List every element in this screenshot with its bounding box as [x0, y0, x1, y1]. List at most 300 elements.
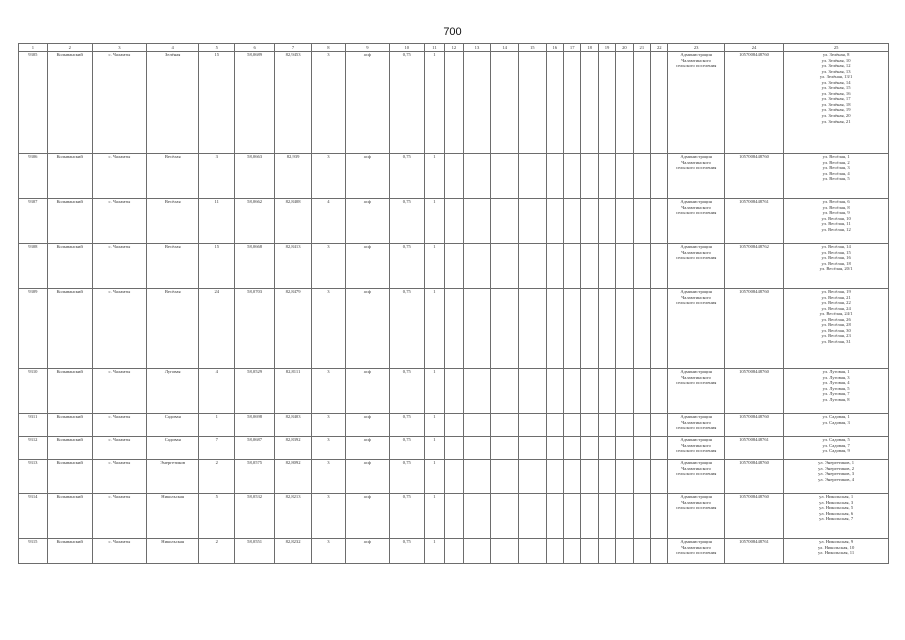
registration-code-cell: 1057008448760	[724, 494, 783, 539]
table-cell	[445, 244, 463, 289]
table-cell	[598, 369, 615, 414]
table-cell: 9305	[19, 52, 48, 154]
table-cell	[546, 494, 563, 539]
served-address: ул. Весёлая, 3	[822, 165, 850, 171]
table-cell: 58,0698	[235, 414, 275, 437]
table-cell	[463, 437, 491, 460]
table-cell: 9313	[19, 460, 48, 494]
table-cell	[564, 154, 581, 199]
owner-organization-cell	[668, 289, 724, 369]
table-cell	[546, 460, 563, 494]
table-cell: 1	[424, 289, 444, 369]
served-address: ул. Весёлая, 24	[821, 305, 851, 311]
table-cell: 3	[312, 539, 346, 564]
table-cell	[651, 414, 668, 437]
owner-organization-cell	[668, 437, 724, 460]
table-cell: 0,75	[389, 539, 424, 564]
table-cell	[598, 539, 615, 564]
table-cell	[491, 199, 519, 244]
table-cell: 0,75	[389, 244, 424, 289]
owner-organization-line: Чаламтинского	[681, 374, 711, 380]
table-cell	[445, 289, 463, 369]
table-cell	[518, 199, 546, 244]
registration-code-cell: 1057008448760	[724, 460, 783, 494]
table-cell	[616, 460, 633, 494]
table-cell: 0,75	[389, 52, 424, 154]
table-cell: 4	[199, 369, 235, 414]
served-addresses-cell	[784, 414, 889, 437]
table-cell: 3	[199, 154, 235, 199]
table-cell	[491, 494, 519, 539]
table-cell: 3	[312, 244, 346, 289]
table-cell	[491, 539, 519, 564]
served-address: ул. Никольская, 10	[817, 544, 855, 550]
table-cell: 4	[312, 199, 346, 244]
table-cell	[598, 154, 615, 199]
column-number: 3	[92, 44, 146, 52]
served-address: ул. Весёлая, 31	[821, 338, 851, 344]
served-addresses-cell	[784, 244, 889, 289]
table-cell	[445, 414, 463, 437]
served-address: ул. Зелёная, 19	[821, 107, 851, 113]
owner-organization-line: сельского поселения	[675, 255, 717, 261]
table-cell	[518, 154, 546, 199]
served-address: ул. Зелёная, 8	[822, 52, 850, 57]
table-cell	[463, 414, 491, 437]
table-cell: с. Чаламты	[92, 539, 146, 564]
table-cell: 58,0532	[235, 494, 275, 539]
served-address: ул. Зелёная, 16	[821, 90, 851, 96]
table-cell: 3	[312, 52, 346, 154]
table-cell: асф	[345, 460, 389, 494]
table-row	[19, 414, 889, 437]
table-cell: 1	[424, 414, 444, 437]
table-cell	[564, 494, 581, 539]
served-address: ул. Весёлая, 11	[821, 221, 851, 227]
table-cell: Луговая	[147, 369, 199, 414]
table-cell: 9314	[19, 494, 48, 539]
served-addresses-cell	[784, 539, 889, 564]
table-cell: 3	[312, 437, 346, 460]
column-number: 8	[312, 44, 346, 52]
table-cell: Колыванский	[47, 437, 92, 460]
served-address: ул. Весёлая, 14	[821, 244, 851, 249]
served-address: ул. Луговая, 5	[822, 385, 850, 391]
column-number: 24	[724, 44, 783, 52]
registration-code-cell: 1057008448761	[724, 437, 783, 460]
table-cell: 0,75	[389, 437, 424, 460]
registration-code-cell: 1057008448760	[724, 414, 783, 437]
table-cell: 0,75	[389, 369, 424, 414]
table-cell	[463, 52, 491, 154]
column-number: 18	[581, 44, 598, 52]
served-address: ул. Энергетиков, 2	[818, 465, 855, 471]
table-cell: 58,0662	[235, 199, 275, 244]
table-cell	[518, 52, 546, 154]
table-cell	[546, 244, 563, 289]
served-addresses-cell	[784, 369, 889, 414]
served-address: ул. Никольская, 9	[819, 539, 854, 544]
served-address: ул. Никольская, 11	[818, 550, 855, 556]
registration-code-cell: 1057008448760	[724, 154, 783, 199]
table-cell: 1	[424, 369, 444, 414]
column-number: 21	[633, 44, 650, 52]
table-cell: Никольская	[147, 494, 199, 539]
column-number: 25	[784, 44, 889, 52]
table-cell: 0,75	[389, 460, 424, 494]
table-cell: асф	[345, 414, 389, 437]
table-cell	[463, 494, 491, 539]
owner-organization-line: сельского поселения	[675, 380, 717, 386]
table-cell: 58,0687	[235, 437, 275, 460]
table-cell	[445, 52, 463, 154]
table-cell	[463, 154, 491, 199]
served-address: ул. Садовая, 9	[822, 448, 850, 454]
table-cell: 9309	[19, 289, 48, 369]
owner-organization-line: Чаламтинского	[681, 159, 711, 165]
table-cell	[546, 154, 563, 199]
owner-organization-cell	[668, 539, 724, 564]
owner-organization-cell	[668, 369, 724, 414]
registration-code-cell: 1057008448760	[724, 369, 783, 414]
table-row	[19, 369, 889, 414]
column-number: 7	[275, 44, 312, 52]
table-cell: Колыванский	[47, 369, 92, 414]
owner-organization-line: Администрация	[680, 199, 712, 204]
served-address: ул. Весёлая, 28	[821, 322, 851, 328]
served-addresses-cell	[784, 154, 889, 199]
column-number-row	[19, 44, 889, 52]
served-address: ул. Весёлая, 8	[822, 204, 850, 210]
table-cell	[491, 244, 519, 289]
table-cell	[445, 460, 463, 494]
table-row	[19, 539, 889, 564]
table-cell	[616, 199, 633, 244]
table-cell: Энергетиков	[147, 460, 199, 494]
table-cell: 9306	[19, 154, 48, 199]
table-cell	[581, 199, 598, 244]
table-cell	[564, 52, 581, 154]
registration-code-cell: 1057008448761	[724, 199, 783, 244]
table-cell: 9311	[19, 414, 48, 437]
served-address: ул. Весёлая, 20/1	[819, 266, 853, 272]
owner-organization-line: сельского поселения	[675, 471, 717, 477]
table-cell: 15	[199, 52, 235, 154]
owner-organization-cell	[668, 244, 724, 289]
table-cell	[581, 369, 598, 414]
served-address: ул. Луговая, 7	[822, 391, 850, 397]
table-cell	[651, 289, 668, 369]
registry-table	[18, 43, 889, 564]
registration-code-cell: 1057008448760	[724, 289, 783, 369]
table-cell: 1	[424, 437, 444, 460]
owner-organization-line: Администрация	[680, 539, 712, 544]
table-cell: 0,75	[389, 154, 424, 199]
owner-organization-line: Чаламтинского	[681, 419, 711, 425]
table-cell: 1	[424, 539, 444, 564]
served-address: ул. Никольская, 5	[819, 505, 854, 511]
table-cell	[581, 437, 598, 460]
table-cell	[518, 494, 546, 539]
table-cell	[564, 437, 581, 460]
table-cell	[598, 199, 615, 244]
served-addresses-cell	[784, 289, 889, 369]
table-cell	[598, 494, 615, 539]
table-cell: Колыванский	[47, 460, 92, 494]
served-address: ул. Весёлая, 19	[821, 289, 851, 294]
served-address: ул. Весёлая, 15	[821, 249, 851, 255]
table-cell: асф	[345, 369, 389, 414]
table-cell: 2	[199, 460, 235, 494]
table-cell: 1	[424, 244, 444, 289]
table-cell: 11	[199, 199, 235, 244]
table-cell	[581, 52, 598, 154]
table-cell	[518, 414, 546, 437]
table-cell: Садовая	[147, 437, 199, 460]
table-cell	[616, 437, 633, 460]
table-cell: 1	[424, 154, 444, 199]
owner-organization-line: сельского поселения	[675, 425, 717, 431]
served-address: ул. Зелёная, 17	[821, 96, 851, 102]
served-addresses-cell	[784, 437, 889, 460]
served-address: ул. Весёлая, 30	[821, 327, 851, 333]
column-number: 11	[424, 44, 444, 52]
table-cell	[463, 244, 491, 289]
table-cell	[463, 199, 491, 244]
registration-code-cell: 1057008448761	[724, 539, 783, 564]
table-cell: Колыванский	[47, 154, 92, 199]
table-cell	[463, 539, 491, 564]
table-cell	[546, 52, 563, 154]
table-cell: с. Чаламты	[92, 414, 146, 437]
table-cell: с. Чаламты	[92, 52, 146, 154]
table-cell	[598, 460, 615, 494]
table-cell	[518, 369, 546, 414]
served-address: ул. Весёлая, 22	[821, 300, 851, 306]
table-cell	[518, 437, 546, 460]
table-cell: 82,8413	[275, 244, 312, 289]
owner-organization-line: сельского поселения	[675, 505, 717, 511]
column-number: 12	[445, 44, 463, 52]
served-address: ул. Весёлая, 26	[821, 316, 851, 322]
table-cell: 3	[312, 289, 346, 369]
table-cell	[564, 369, 581, 414]
table-cell: 9308	[19, 244, 48, 289]
table-cell	[598, 244, 615, 289]
table-cell	[564, 414, 581, 437]
table-cell: 3	[312, 494, 346, 539]
served-address: ул. Зелёная, 12	[821, 63, 851, 69]
table-cell	[651, 244, 668, 289]
table-cell	[564, 460, 581, 494]
table-cell: 5	[199, 494, 235, 539]
table-cell	[581, 289, 598, 369]
table-cell: 3	[312, 414, 346, 437]
served-address: ул. Весёлая, 10	[821, 215, 851, 221]
table-cell: 0,75	[389, 494, 424, 539]
table-cell	[633, 52, 650, 154]
served-address: ул. Зелёная, 13/1	[819, 74, 853, 80]
table-cell	[491, 437, 519, 460]
table-cell: с. Чаламты	[92, 289, 146, 369]
table-cell: 58,0551	[235, 539, 275, 564]
table-cell	[616, 52, 633, 154]
table-cell	[564, 289, 581, 369]
table-cell: с. Чаламты	[92, 460, 146, 494]
table-cell: 9307	[19, 199, 48, 244]
table-cell	[616, 369, 633, 414]
registration-code-cell: 1057008448762	[724, 244, 783, 289]
table-row	[19, 494, 889, 539]
table-cell	[581, 539, 598, 564]
served-address: ул. Никольская, 1	[819, 494, 854, 499]
owner-organization-line: Чаламтинского	[681, 204, 711, 210]
served-address: ул. Зелёная, 14	[821, 79, 851, 85]
table-cell	[491, 414, 519, 437]
table-cell: Колыванский	[47, 244, 92, 289]
owner-organization-line: Администрация	[680, 154, 712, 159]
column-number: 2	[47, 44, 92, 52]
table-cell	[651, 437, 668, 460]
served-address: ул. Луговая, 8	[822, 396, 850, 402]
column-number: 15	[518, 44, 546, 52]
table-cell: Весёлая	[147, 244, 199, 289]
owner-organization-line: Администрация	[680, 369, 712, 374]
table-cell: с. Чаламты	[92, 244, 146, 289]
served-addresses-cell	[784, 199, 889, 244]
table-cell	[651, 52, 668, 154]
table-cell: с. Чаламты	[92, 494, 146, 539]
served-address: ул. Весёлая, 6	[822, 199, 850, 204]
owner-organization-line: Администрация	[680, 460, 712, 465]
table-cell: 82,8403	[275, 414, 312, 437]
owner-organization-cell	[668, 460, 724, 494]
table-cell: 82,8213	[275, 494, 312, 539]
owner-organization-line: сельского поселения	[675, 210, 717, 216]
owner-organization-line: Чаламтинского	[681, 294, 711, 300]
owner-organization-line: Администрация	[680, 494, 712, 499]
table-cell	[491, 460, 519, 494]
table-cell: 1	[424, 494, 444, 539]
table-cell	[633, 414, 650, 437]
table-cell	[633, 460, 650, 494]
table-cell	[633, 289, 650, 369]
served-address: ул. Никольская, 6	[819, 510, 854, 516]
owner-organization-line: Администрация	[680, 414, 712, 419]
owner-organization-line: сельского поселения	[675, 550, 717, 556]
served-addresses-cell	[784, 460, 889, 494]
table-cell: Колыванский	[47, 52, 92, 154]
column-number: 6	[235, 44, 275, 52]
table-cell	[546, 289, 563, 369]
table-cell	[445, 494, 463, 539]
table-cell: Колыванский	[47, 539, 92, 564]
table-row	[19, 244, 889, 289]
table-cell	[518, 289, 546, 369]
table-cell: 58,0529	[235, 369, 275, 414]
served-address: ул. Весёлая, 1	[822, 154, 850, 159]
table-cell	[616, 494, 633, 539]
owner-organization-line: сельского поселения	[675, 165, 717, 171]
owner-organization-line: сельского поселения	[675, 300, 717, 306]
column-number: 20	[616, 44, 633, 52]
served-address: ул. Зелёная, 10	[821, 57, 851, 63]
table-cell: асф	[345, 52, 389, 154]
table-cell	[491, 52, 519, 154]
owner-organization-line: Чаламтинского	[681, 249, 711, 255]
table-cell: 1	[424, 199, 444, 244]
table-cell: с. Чаламты	[92, 154, 146, 199]
table-cell: 0,75	[389, 289, 424, 369]
table-cell: Колыванский	[47, 494, 92, 539]
table-cell: с. Чаламты	[92, 369, 146, 414]
table-cell: с. Чаламты	[92, 199, 146, 244]
table-cell: 9312	[19, 437, 48, 460]
served-address: ул. Садовая, 7	[822, 442, 850, 448]
table-cell: 58,0703	[235, 289, 275, 369]
table-row	[19, 437, 889, 460]
table-cell	[633, 539, 650, 564]
table-cell	[546, 199, 563, 244]
table-cell	[445, 539, 463, 564]
table-cell: 0,75	[389, 199, 424, 244]
served-addresses-cell	[784, 494, 889, 539]
served-address: ул. Никольская, 7	[819, 516, 854, 522]
table-cell: 24	[199, 289, 235, 369]
table-cell	[546, 369, 563, 414]
table-cell: Весёлая	[147, 154, 199, 199]
served-address: ул. Энергетиков, 4	[818, 476, 855, 482]
table-cell: Колыванский	[47, 289, 92, 369]
owner-organization-line: Чаламтинского	[681, 465, 711, 471]
table-cell: 82,8408	[275, 199, 312, 244]
table-cell	[581, 414, 598, 437]
table-cell	[445, 199, 463, 244]
table-cell	[616, 289, 633, 369]
served-address: ул. Весёлая, 18	[821, 260, 851, 266]
table-cell: Колыванский	[47, 414, 92, 437]
table-cell	[581, 154, 598, 199]
table-cell: 7	[199, 437, 235, 460]
table-row	[19, 460, 889, 494]
table-cell: 3	[312, 154, 346, 199]
column-number: 23	[668, 44, 724, 52]
served-address: ул. Зелёная, 20	[821, 113, 851, 119]
table-cell: асф	[345, 244, 389, 289]
owner-organization-line: Администрация	[680, 244, 712, 249]
owner-organization-cell	[668, 414, 724, 437]
table-cell: 82,8092	[275, 460, 312, 494]
served-address: ул. Луговая, 3	[822, 374, 850, 380]
served-address: ул. Весёлая, 4	[822, 170, 850, 176]
table-cell	[463, 460, 491, 494]
registry-body	[19, 52, 889, 564]
served-address: ул. Весёлая, 21	[821, 294, 851, 300]
owner-organization-line: Чаламтинского	[681, 499, 711, 505]
table-cell: 3	[312, 369, 346, 414]
served-address: ул. Зелёная, 15	[821, 85, 851, 91]
column-number: 5	[199, 44, 235, 52]
served-address: ул. Весёлая, 24/1	[819, 311, 853, 317]
registration-code-cell: 1057008448760	[724, 52, 783, 154]
column-number: 16	[546, 44, 563, 52]
table-cell: асф	[345, 289, 389, 369]
table-cell: Весёлая	[147, 199, 199, 244]
table-cell	[633, 437, 650, 460]
owner-organization-cell	[668, 494, 724, 539]
table-cell	[651, 494, 668, 539]
table-cell	[564, 199, 581, 244]
